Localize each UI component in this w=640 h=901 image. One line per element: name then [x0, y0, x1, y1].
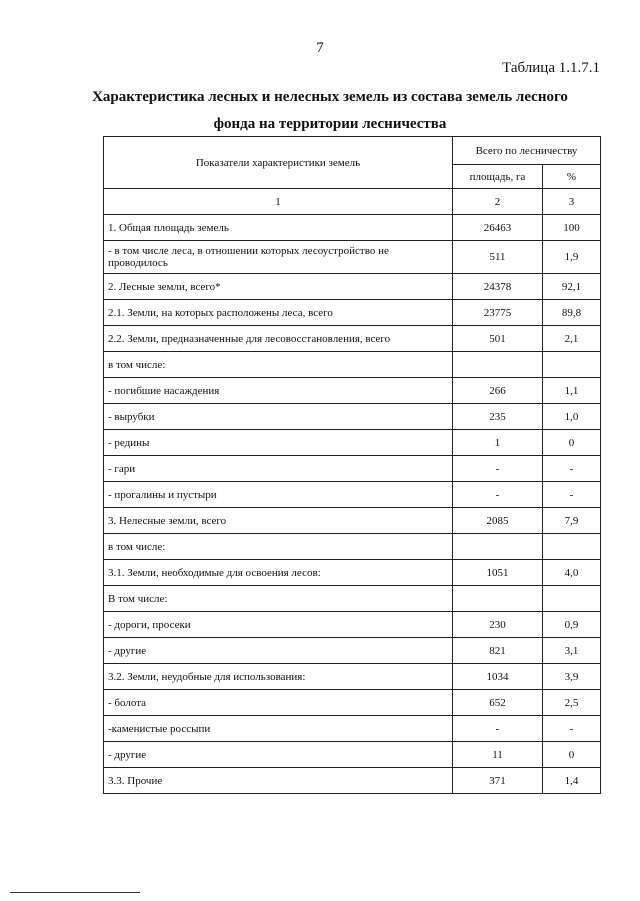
- row-area: 371: [453, 768, 543, 794]
- row-label: 2. Лесные земли, всего*: [104, 274, 453, 300]
- row-percent: [543, 534, 601, 560]
- table-row: [104, 378, 601, 404]
- row-percent: 7,9: [543, 508, 601, 534]
- header-indicators: Показатели характеристики земель: [104, 137, 453, 189]
- row-label: - болота: [104, 690, 453, 716]
- row-label: -каменистые россыпи: [104, 716, 453, 742]
- table-row: [104, 664, 601, 690]
- header-total-group: Всего по лесничеству: [453, 137, 601, 165]
- table-row: [104, 560, 601, 586]
- header-num-1: 1: [104, 189, 453, 215]
- row-area: -: [453, 716, 543, 742]
- row-label: - другие: [104, 638, 453, 664]
- title-line-2: фонда на территории лесничества: [213, 116, 447, 132]
- row-area: 501: [453, 326, 543, 352]
- row-area: 511: [453, 241, 543, 274]
- land-characteristics-table: [103, 136, 601, 794]
- table-row: [104, 352, 601, 378]
- row-percent: -: [543, 482, 601, 508]
- row-label: в том числе:: [104, 534, 453, 560]
- footnote-rule: [10, 892, 140, 893]
- table-row: [104, 612, 601, 638]
- row-area: 1: [453, 430, 543, 456]
- table-row: [104, 326, 601, 352]
- table-row: [104, 300, 601, 326]
- row-area: 26463: [453, 215, 543, 241]
- row-label: - в том числе леса, в отношении которых лесоустройство не проводилось: [104, 241, 453, 274]
- row-area: [453, 352, 543, 378]
- row-label: - другие: [104, 742, 453, 768]
- row-area: [453, 586, 543, 612]
- row-label: - дороги, просеки: [104, 612, 453, 638]
- table-title: [60, 84, 600, 138]
- row-percent: [543, 352, 601, 378]
- table-row: [104, 690, 601, 716]
- row-percent: 89,8: [543, 300, 601, 326]
- table-row: [104, 215, 601, 241]
- row-area: 23775: [453, 300, 543, 326]
- row-area: 2085: [453, 508, 543, 534]
- row-percent: 92,1: [543, 274, 601, 300]
- header-num-3: 3: [543, 189, 601, 215]
- row-label: 3.3. Прочие: [104, 768, 453, 794]
- row-label: - вырубки: [104, 404, 453, 430]
- table-row: [104, 456, 601, 482]
- row-area: 230: [453, 612, 543, 638]
- row-area: 235: [453, 404, 543, 430]
- row-label: - гари: [104, 456, 453, 482]
- table-row: [104, 482, 601, 508]
- row-label: 3.2. Земли, неудобные для использования:: [104, 664, 453, 690]
- row-label: 3.1. Земли, необходимые для освоения лесов:: [104, 560, 453, 586]
- table-row: [104, 716, 601, 742]
- row-area: 652: [453, 690, 543, 716]
- row-area: 24378: [453, 274, 543, 300]
- row-area: -: [453, 482, 543, 508]
- row-percent: 3,9: [543, 664, 601, 690]
- row-area: 821: [453, 638, 543, 664]
- row-label: В том числе:: [104, 586, 453, 612]
- row-percent: -: [543, 716, 601, 742]
- row-area: 11: [453, 742, 543, 768]
- row-percent: 0,9: [543, 612, 601, 638]
- table-row: [104, 742, 601, 768]
- table-row: [104, 638, 601, 664]
- table-row: [104, 586, 601, 612]
- table-row: [104, 274, 601, 300]
- row-label: 2.2. Земли, предназначенные для лесовосстановления, всего: [104, 326, 453, 352]
- table-row: [104, 768, 601, 794]
- title-line-1: Характеристика лесных и нелесных земель из состава земель лесного: [92, 89, 568, 105]
- table-row: [104, 508, 601, 534]
- row-percent: 2,5: [543, 690, 601, 716]
- row-percent: 1,9: [543, 241, 601, 274]
- header-num-2: 2: [453, 189, 543, 215]
- row-label: в том числе:: [104, 352, 453, 378]
- row-area: 1051: [453, 560, 543, 586]
- row-percent: 0: [543, 430, 601, 456]
- row-area: 266: [453, 378, 543, 404]
- row-label: - прогалины и пустыри: [104, 482, 453, 508]
- page-number: 7: [316, 40, 324, 56]
- table-row: [104, 534, 601, 560]
- row-percent: [543, 586, 601, 612]
- row-area: -: [453, 456, 543, 482]
- row-percent: 2,1: [543, 326, 601, 352]
- row-area: 1034: [453, 664, 543, 690]
- row-percent: -: [543, 456, 601, 482]
- row-percent: 1,4: [543, 768, 601, 794]
- table-label: Таблица 1.1.7.1: [502, 60, 600, 76]
- row-area: [453, 534, 543, 560]
- row-percent: 0: [543, 742, 601, 768]
- row-percent: 4,0: [543, 560, 601, 586]
- header-area: площадь, га: [453, 165, 543, 189]
- row-percent: 100: [543, 215, 601, 241]
- row-percent: 1,1: [543, 378, 601, 404]
- row-percent: 1,0: [543, 404, 601, 430]
- row-label: - погибшие насаждения: [104, 378, 453, 404]
- table-row: [104, 404, 601, 430]
- row-label: 2.1. Земли, на которых расположены леса, всего: [104, 300, 453, 326]
- table-row: [104, 430, 601, 456]
- row-label: 1. Общая площадь земель: [104, 215, 453, 241]
- row-label: 3. Нелесные земли, всего: [104, 508, 453, 534]
- row-label: - редины: [104, 430, 453, 456]
- row-percent: 3,1: [543, 638, 601, 664]
- header-percent: %: [543, 165, 601, 189]
- table-row: [104, 241, 601, 274]
